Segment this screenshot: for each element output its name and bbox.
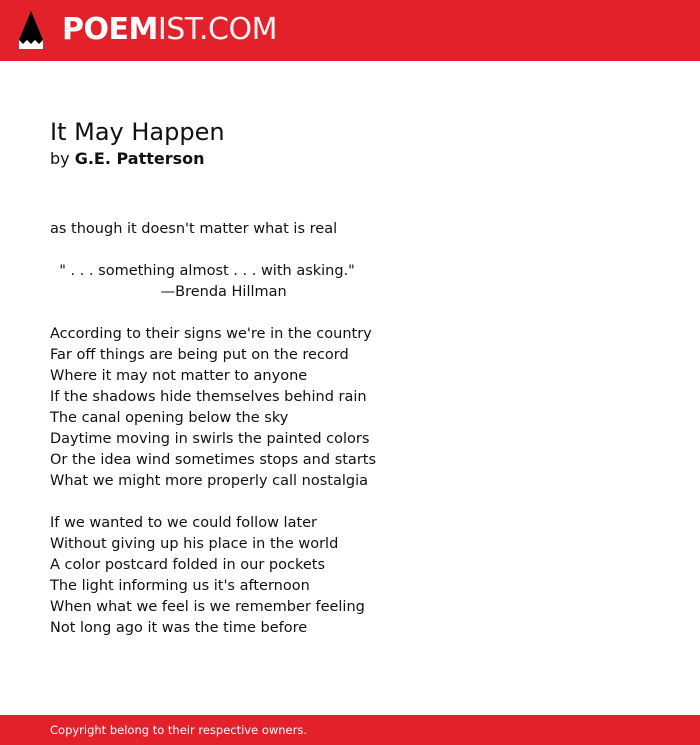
copyright-text: Copyright belong to their respective owners. — [50, 723, 308, 737]
pencil-tip-icon[interactable] — [18, 10, 44, 50]
poem-line: The light informing us it's afternoon — [50, 578, 310, 594]
poem-line: Or the idea wind sometimes stops and starts — [50, 452, 377, 468]
poem-line: When what we feel is we remember feeling — [50, 599, 365, 615]
poem-body — [50, 219, 376, 639]
poem-line: The canal opening below the sky — [50, 410, 289, 426]
poem-line: Where it may not matter to anyone — [50, 368, 308, 384]
poem-title: It May Happen — [50, 118, 225, 146]
poem-line: Daytime moving in swirls the painted colors — [50, 431, 370, 447]
poem-author: G.E. Patterson — [74, 149, 205, 168]
poem-line: If we wanted to we could follow later — [50, 515, 318, 531]
brand-bold-text: POEM — [62, 12, 158, 47]
poem-line: What we might more properly call nostalgia — [50, 473, 368, 489]
poem-line: If the shadows hide themselves behind rain — [50, 389, 367, 405]
site-logo-text[interactable] — [62, 12, 277, 48]
poem-line: According to their signs we're in the country — [50, 326, 372, 342]
poem-line: as though it doesn't matter what is real — [50, 221, 338, 237]
by-label: by — [50, 149, 70, 168]
poem-line: —Brenda Hillman — [50, 284, 287, 300]
poem-byline — [50, 148, 205, 170]
site-footer — [0, 715, 700, 745]
poem-line: Far off things are being put on the record — [50, 347, 349, 363]
poem-line: " . . . something almost . . . with asking." — [50, 263, 355, 279]
poem-line: Not long ago it was the time before — [50, 620, 308, 636]
poem-line: A color postcard folded in our pockets — [50, 557, 326, 573]
stanza-break — [50, 492, 376, 513]
poem-line: Without giving up his place in the world — [50, 536, 339, 552]
site-header — [0, 0, 700, 61]
stanza-break — [50, 303, 376, 324]
stanza-break — [50, 240, 376, 261]
brand-light-text: IST.COM — [157, 12, 277, 47]
